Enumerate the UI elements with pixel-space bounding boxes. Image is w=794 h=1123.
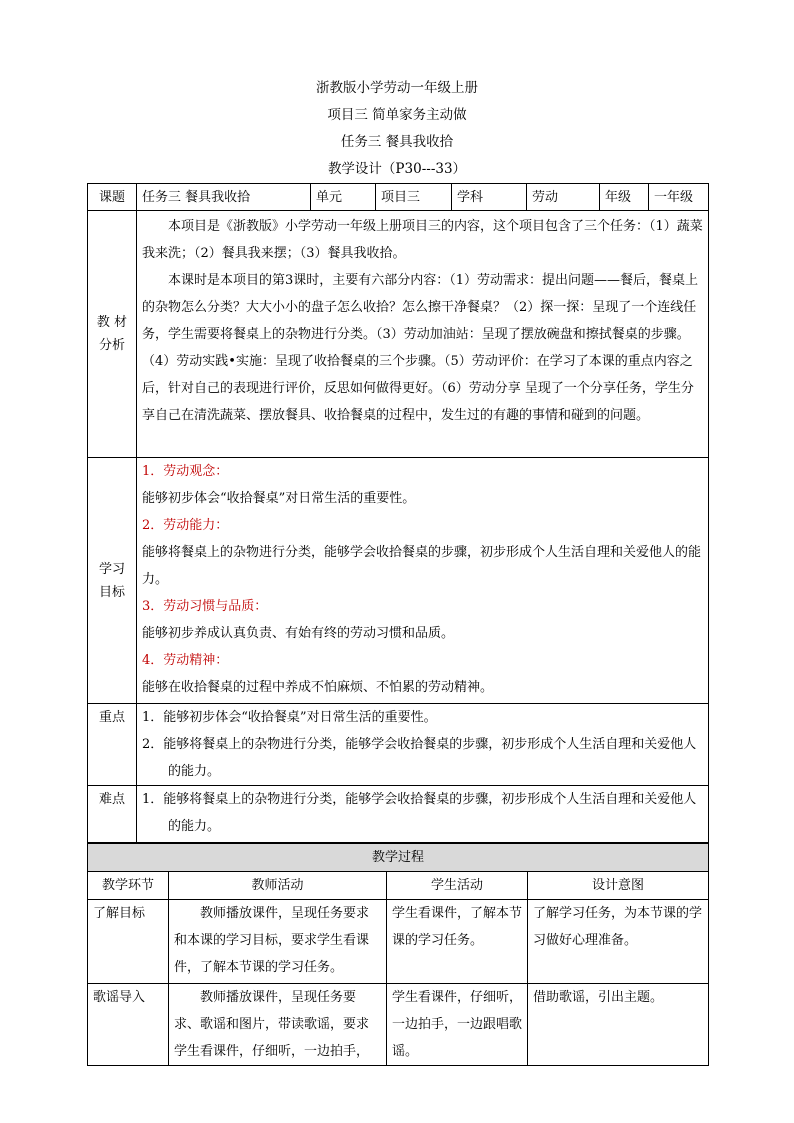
header-stage: 教学环节 xyxy=(88,872,169,900)
goals-content xyxy=(137,458,709,704)
goal-3-text: 能够初步养成认真负责、有始有终的劳动习惯和品质。 xyxy=(142,626,455,641)
difficulty-label: 难点 xyxy=(88,786,137,843)
table-row xyxy=(88,984,709,1066)
stage-cell: 歌谣导入 xyxy=(88,984,169,1066)
material-label-line-2: 分析 xyxy=(98,338,125,353)
student-cell: 学生看课件，了解本节课的学习任务。 xyxy=(387,900,528,984)
stage-cell: 了解目标 xyxy=(88,900,169,984)
goal-4-text: 能够在收拾餐桌的过程中养成不怕麻烦、不怕累的劳动精神。 xyxy=(142,680,494,695)
material-paragraph-1: 本项目是《浙教版》小学劳动一年级上册项目三的内容，这个项目包含了三个任务：（1）蔬菜我来洗；（2）餐具我来摆；（3）餐具我收拾。 xyxy=(142,219,703,261)
grade-label: 年级 xyxy=(600,184,649,211)
process-title-row xyxy=(88,844,709,872)
key-points-content xyxy=(137,704,709,786)
header-student: 学生活动 xyxy=(387,872,528,900)
header-intent: 设计意图 xyxy=(528,872,709,900)
material-content xyxy=(137,211,709,458)
process-title: 教学过程 xyxy=(88,844,709,872)
material-label xyxy=(88,211,137,458)
difficulty-content xyxy=(137,786,709,843)
goal-2-title: 2．劳动能力： xyxy=(142,518,229,533)
goals-row xyxy=(88,458,709,704)
key-points-row xyxy=(88,704,709,786)
key-point-2: 2．能够将餐桌上的杂物进行分类，能够学会收拾餐桌的步骤，初步形成个人生活自理和关爱他人的能力。 xyxy=(142,737,697,779)
key-point-1: 1．能够初步体会“收拾餐桌”对日常生活的重要性。 xyxy=(142,710,437,725)
material-row xyxy=(88,211,709,458)
key-points-label: 重点 xyxy=(88,704,137,786)
process-table xyxy=(87,843,709,1066)
doc-title-line-2: 项目三 简单家务主动做 xyxy=(327,107,467,123)
table-row xyxy=(88,900,709,984)
process-header-row xyxy=(88,872,709,900)
goals-label-line-2: 目标 xyxy=(98,584,125,600)
goal-1-title: 1．劳动观念： xyxy=(142,464,229,479)
intent-cell: 借助歌谣，引出主题。 xyxy=(528,984,709,1066)
goal-1-text: 能够初步体会“收拾餐桌”对日常生活的重要性。 xyxy=(142,491,416,506)
info-row xyxy=(88,184,709,211)
goal-4-title: 4．劳动精神： xyxy=(142,653,229,668)
intent-cell: 了解学习任务，为本节课的学习做好心理准备。 xyxy=(528,900,709,984)
goal-3-title: 3．劳动习惯与品质： xyxy=(142,599,268,614)
material-paragraph-2: 本课时是本项目的第3课时，主要有六部分内容：（1）劳动需求：提出问题——餐后，餐桌上的杂物怎么分类？大大小小的盘子怎么收拾？怎么擦干净餐桌？（2）探一探：呈现了一个连线任务，学生需要将餐桌上的杂物进行分类。（3）劳动加油站：呈现了摆放碗盘和擦拭餐桌的步骤。（4）劳动实践•实施：呈现了收拾餐桌的三个步骤。（5）劳动评价：在学习了本课的重点内容之后，针对自己的表现进行评价，反思如何做得更好。（6）劳动分享 呈现了一个分享任务，学生分享自己在清洗蔬菜、摆放餐具、收拾餐桌的过程中，发生过的有趣的事情和碰到的问题。 xyxy=(142,273,699,423)
header-teacher: 教师活动 xyxy=(169,872,387,900)
lesson-info-table xyxy=(87,183,709,843)
material-label-line-1: 教 材 xyxy=(96,315,128,330)
unit-value: 项目三 xyxy=(376,184,452,211)
course-label: 课题 xyxy=(88,184,137,211)
goal-2-text: 能够将餐桌上的杂物进行分类，能够学会收拾餐桌的步骤，初步形成个人生活自理和关爱他人的能力。 xyxy=(142,545,702,587)
difficulty-point-1: 1．能够将餐桌上的杂物进行分类，能够学会收拾餐桌的步骤，初步形成个人生活自理和关爱他人的能力。 xyxy=(142,792,697,834)
subject-value: 劳动 xyxy=(527,184,600,211)
unit-label: 单元 xyxy=(311,184,376,211)
subject-label: 学科 xyxy=(452,184,527,211)
goals-label-line-1: 学习 xyxy=(98,561,125,577)
grade-value: 一年级 xyxy=(649,184,709,211)
doc-title-line-1: 浙教版小学劳动一年级上册 xyxy=(316,80,478,96)
goals-label xyxy=(88,458,137,704)
course-value: 任务三 餐具我收拾 xyxy=(137,184,311,211)
teacher-cell: 教师播放课件，呈现任务要求和本课的学习目标，要求学生看课件，了解本节课的学习任务。 xyxy=(169,900,387,984)
student-cell: 学生看课件，仔细听，一边拍手，一边跟唱歌谣。 xyxy=(387,984,528,1066)
teacher-cell: 教师播放课件，呈现任务要求、歌谣和图片，带读歌谣，要求学生看课件，仔细听，一边拍手， xyxy=(169,984,387,1066)
doc-title-line-4: 教学设计（P30---33） xyxy=(327,161,467,177)
doc-title-line-3: 任务三 餐具我收拾 xyxy=(340,134,454,150)
difficulty-row xyxy=(88,786,709,843)
